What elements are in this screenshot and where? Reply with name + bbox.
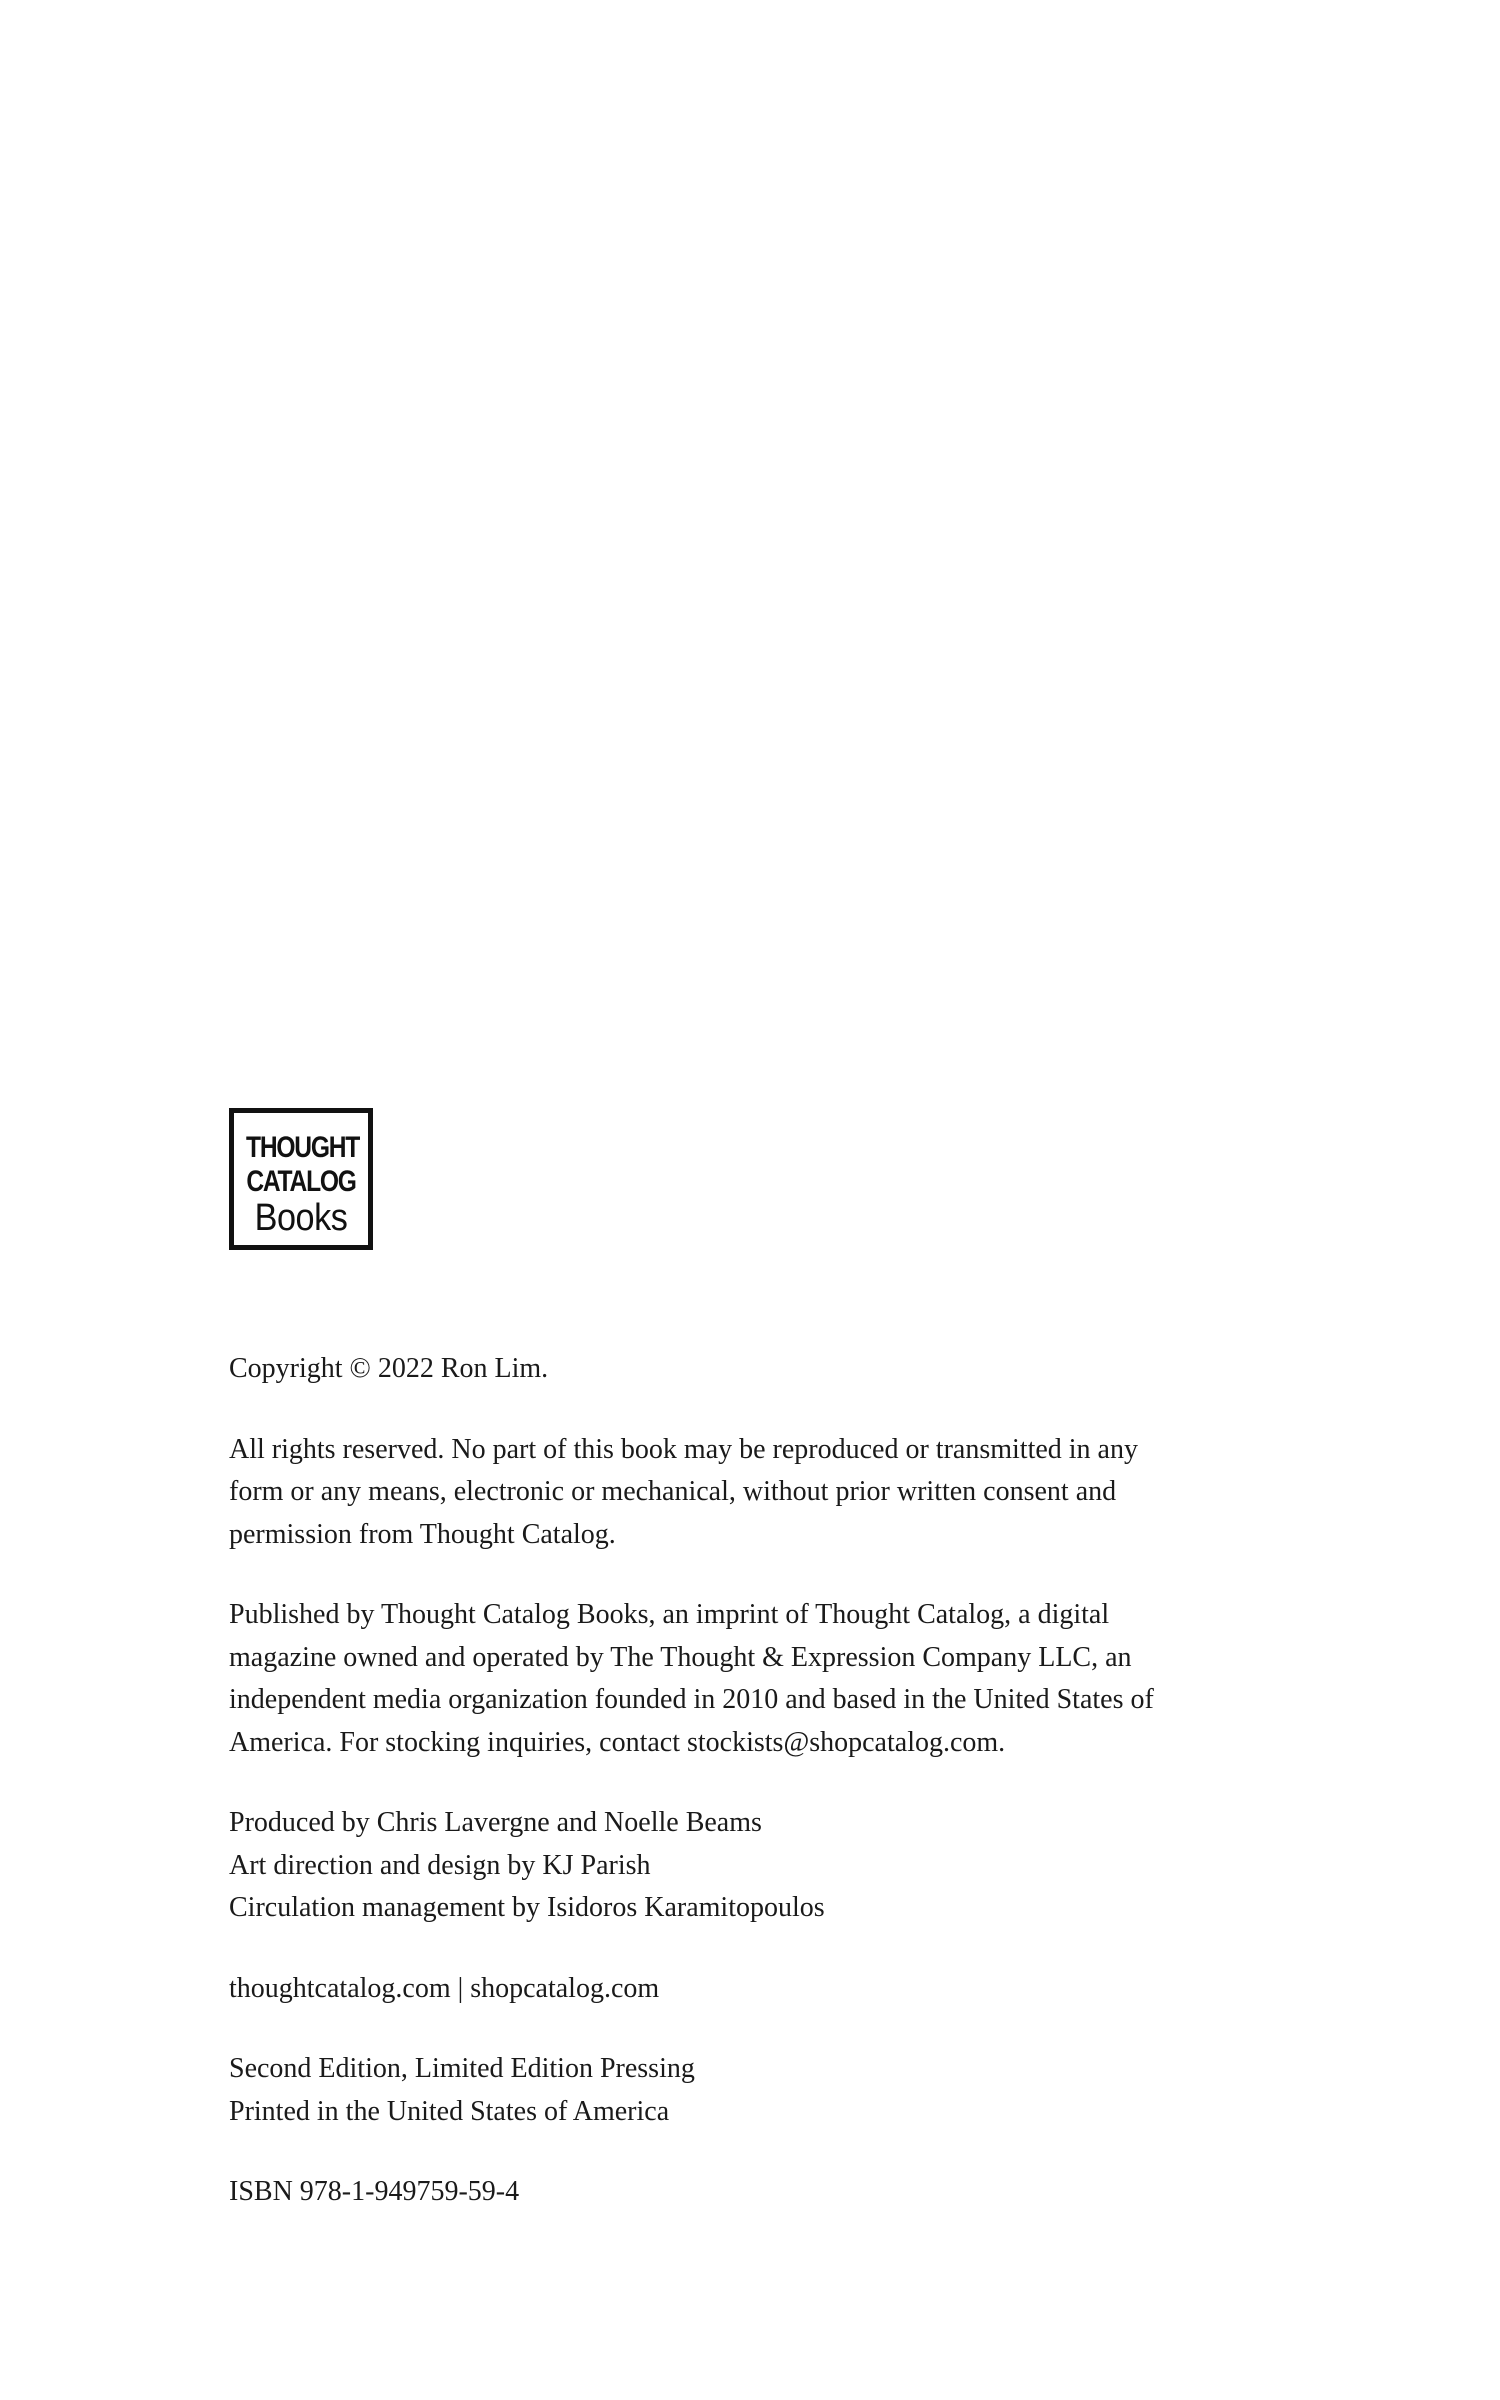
copyright-text-block [229,1348,1259,2252]
thought-catalog-books-logo [229,1108,373,1250]
credit-line: Circulation management by Isidoros Karamitopoulos [229,1892,825,1923]
logo-line-catalog: CATALOG [246,1165,356,1198]
websites-paragraph [229,1968,1259,2011]
isbn-paragraph [229,2171,1259,2214]
publisher-line: America. For stocking inquiries, contact stockists@shopcatalog.com. [229,1726,1006,1758]
edition-line: Second Edition, Limited Edition Pressing [229,2053,695,2084]
edition-line: Printed in the United States of America [229,2095,670,2127]
copyright-line: Copyright © 2022 Ron Lim. [229,1353,549,1384]
isbn-line: ISBN 978-1-949759-59-4 [229,2176,520,2207]
rights-paragraph [229,1429,1259,1557]
publisher-line: magazine owned and operated by The Thought & Expression Company LLC, an [229,1641,1132,1673]
publisher-paragraph [229,1594,1259,1764]
logo-line-thought: THOUGHT [246,1131,360,1164]
rights-line: form or any means, electronic or mechanical, without prior written consent and [229,1476,1117,1507]
credit-line: Produced by Chris Lavergne and Noelle Beams [229,1807,762,1838]
credits-paragraph [229,1802,1259,1930]
credit-line: Art direction and design by KJ Parish [229,1849,651,1881]
publisher-line: independent media organization founded in 2010 and based in the United States of [229,1684,1154,1715]
copyright-notice [229,1348,1259,1391]
rights-line: All rights reserved. No part of this book may be reproduced or transmitted in any [229,1433,1138,1465]
publisher-line: Published by Thought Catalog Books, an imprint of Thought Catalog, a digital [229,1599,1110,1630]
rights-line: permission from Thought Catalog. [229,1518,616,1550]
edition-paragraph [229,2048,1259,2133]
logo-line-books: Books [254,1197,348,1239]
websites-line: thoughtcatalog.com | shopcatalog.com [229,1972,660,2004]
